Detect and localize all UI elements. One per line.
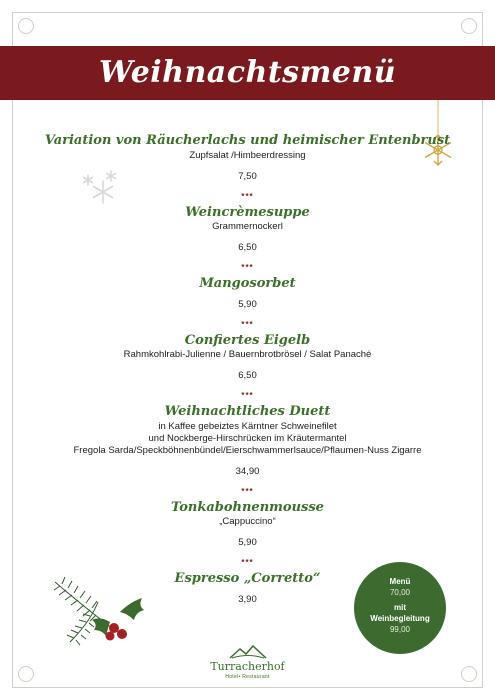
separator: *** <box>241 391 254 400</box>
menu-title: Weihnachtsmenü <box>98 55 397 90</box>
course-description: Fregola Sarda/Speckböhnenbündel/Eierschwammerlsauce/Pflaumen-Nuss Zigarre <box>73 445 422 456</box>
logo-subtitle: Hotel• Restaurant <box>225 674 270 680</box>
course-description: Grammernockerl <box>212 221 283 232</box>
corner-ornament <box>18 666 34 682</box>
course-description: und Nockberge-Hirschrücken im Kräutermantel <box>148 433 347 444</box>
course-description: Rahmkohlrabi-Julienne / Bauernbrotbrösel / Salat Panaché <box>123 349 372 360</box>
course <box>20 205 475 253</box>
course-title: Weincrèmesuppe <box>185 205 310 220</box>
separator: *** <box>241 558 254 567</box>
separator: *** <box>241 320 254 329</box>
course <box>20 276 475 310</box>
wine-price: 99,00 <box>389 625 411 634</box>
course-title: Tonkabohnenmousse <box>171 500 324 515</box>
logo-name: Turracherhof <box>210 660 285 673</box>
course <box>20 500 475 548</box>
wine-label: mit <box>394 603 406 612</box>
separator: *** <box>241 192 254 201</box>
course-price: 6,50 <box>238 242 257 253</box>
course-title: Confiertes Eigelb <box>184 333 311 348</box>
course-price: 5,90 <box>238 299 257 310</box>
separator: *** <box>241 487 254 496</box>
course-title: Weihnachtliches Duett <box>164 404 331 419</box>
course-title: Variation von Räucherlachs und heimischer Entenbrust <box>44 133 451 148</box>
course-description: Zupfsalat /Himbeerdressing <box>189 150 306 161</box>
course-price: 7,50 <box>238 171 257 182</box>
separator: *** <box>241 263 254 272</box>
mountain-logo-icon <box>228 644 268 660</box>
course-price: 34,90 <box>235 466 260 477</box>
menu-list <box>20 133 475 605</box>
course <box>20 333 475 381</box>
menu-label: Menü <box>389 577 411 586</box>
corner-ornament <box>461 18 477 34</box>
wine-label: Weinbegleitung <box>370 614 430 623</box>
course-price: 5,90 <box>238 537 257 548</box>
price-badge <box>354 562 446 654</box>
course-title: Espresso „Corretto“ <box>174 571 321 586</box>
course-description: in Kaffee gebeiztes Kärntner Schweinefilet <box>158 421 337 432</box>
corner-ornament <box>18 18 34 34</box>
course <box>20 133 475 182</box>
course <box>20 404 475 477</box>
course-title: Mangosorbet <box>199 276 296 291</box>
course-description: „Cappuccino“ <box>219 516 276 527</box>
course-price: 3,90 <box>238 594 257 605</box>
menu-price: 70,00 <box>389 588 411 597</box>
corner-ornament <box>461 666 477 682</box>
course-price: 6,50 <box>238 370 257 381</box>
